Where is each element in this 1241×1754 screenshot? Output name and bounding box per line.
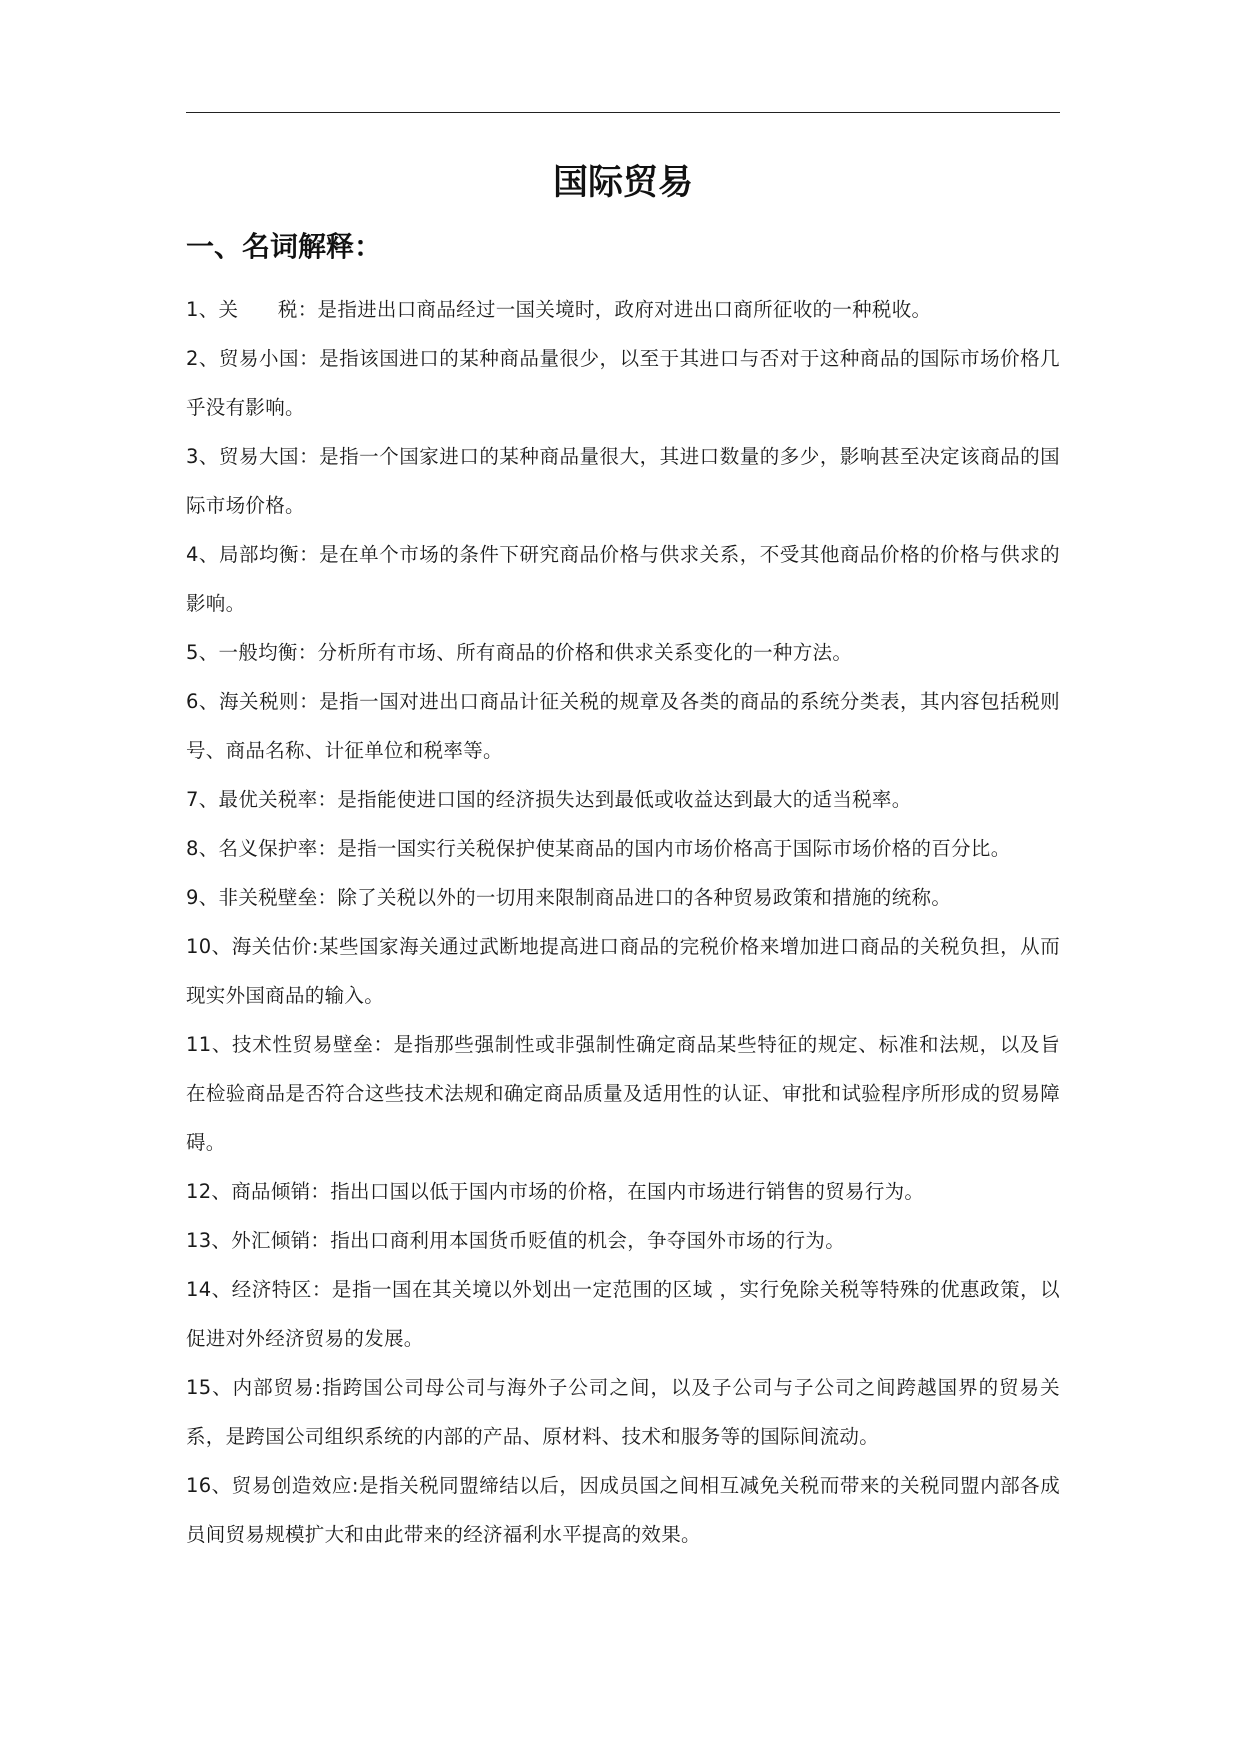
entry-number: 10、 [186, 935, 232, 958]
entry-term: 商品倾销： [231, 1180, 331, 1203]
definition-entry [186, 922, 1060, 1020]
entry-term: 名义保护率： [218, 837, 338, 860]
definition-entry [186, 432, 1060, 530]
entry-term: 贸易创造效应: [231, 1474, 359, 1497]
entry-term: 关 税： [218, 298, 318, 321]
definition-entry [186, 1167, 1060, 1216]
entry-definition: 是指关税同盟缔结以后，因成员国之间相互减免关税而带来的关税同盟内部各成员间贸易规模扩大和由此带来的经济福利水平提高的效果。 [186, 1474, 1060, 1546]
entry-term: 海关估价: [231, 935, 319, 958]
entry-definition: 是指该国进口的某种商品量很少，以至于其进口与否对于这种商品的国际市场价格几乎没有影响。 [186, 347, 1060, 419]
entry-term: 技术性贸易壁垒： [232, 1033, 394, 1056]
entry-number: 14、 [186, 1278, 232, 1301]
definition-entry [186, 824, 1060, 873]
entry-term: 一般均衡： [218, 641, 318, 664]
entry-term: 非关税壁垒： [218, 886, 338, 909]
entry-number: 3、 [186, 445, 219, 468]
entry-definition: 指出口商利用本国货币贬值的机会，争夺国外市场的行为。 [330, 1229, 846, 1252]
entry-number: 6、 [186, 690, 219, 713]
entry-number: 8、 [186, 837, 219, 860]
entry-definition: 指出口国以低于国内市场的价格，在国内市场进行销售的贸易行为。 [330, 1180, 925, 1203]
entry-term: 外汇倾销： [231, 1229, 331, 1252]
definition-entry [186, 530, 1060, 628]
entry-number: 16、 [186, 1474, 232, 1497]
entry-number: 13、 [186, 1229, 232, 1252]
definition-entry [186, 873, 1060, 922]
definition-entry [186, 775, 1060, 824]
header-rule [186, 112, 1060, 113]
entry-number: 12、 [186, 1180, 232, 1203]
entry-definition: 是指一国对进出口商品计征关税的规章及各类的商品的系统分类表，其内容包括税则号、商品名称、计征单位和税率等。 [186, 690, 1060, 762]
entry-term: 最优关税率： [218, 788, 338, 811]
definition-entry [186, 1020, 1060, 1167]
definition-list [186, 285, 1060, 1559]
definition-entry [186, 677, 1060, 775]
entry-term: 贸易小国： [218, 347, 320, 370]
definition-entry [186, 285, 1060, 334]
entry-number: 2、 [186, 347, 219, 370]
entry-definition: 除了关税以外的一切用来限制商品进口的各种贸易政策和措施的统称。 [337, 886, 952, 909]
definition-entry [186, 628, 1060, 677]
definition-entry [186, 334, 1060, 432]
entry-number: 15、 [186, 1376, 233, 1399]
entry-definition: 是指进出口商品经过一国关境时，政府对进出口商所征收的一种税收。 [317, 298, 932, 321]
entry-definition: 是指那些强制性或非强制性确定商品某些特征的规定、标准和法规，以及旨在检验商品是否符合这些技术法规和确定商品质量及适用性的认证、审批和试验程序所形成的贸易障碍。 [186, 1033, 1061, 1154]
entry-definition: 是指一个国家进口的某种商品量很大，其进口数量的多少，影响甚至决定该商品的国际市场价格。 [186, 445, 1060, 517]
section-heading: 一、名词解释： [186, 230, 383, 263]
definition-entry [186, 1216, 1060, 1265]
entry-number: 1、 [186, 298, 219, 321]
entry-number: 7、 [186, 788, 219, 811]
entry-term: 贸易大国： [218, 445, 320, 468]
entry-definition: 是指能使进口国的经济损失达到最低或收益达到最大的适当税率。 [337, 788, 912, 811]
entry-term: 局部均衡： [218, 543, 320, 566]
entry-number: 4、 [186, 543, 219, 566]
entry-definition: 是指一国实行关税保护使某商品的国内市场价格高于国际市场价格的百分比。 [337, 837, 1011, 860]
definition-entry [186, 1265, 1060, 1363]
entry-definition: 分析所有市场、所有商品的价格和供求关系变化的一种方法。 [317, 641, 853, 664]
entry-definition: 某些国家海关通过武断地提高进口商品的完税价格来增加进口商品的关税负担，从而现实外国商品的输入。 [186, 935, 1060, 1007]
entry-definition: 是指一国在其关境以外划出一定范围的区域 ，实行免除关税等特殊的优惠政策，以促进对外经济贸易的发展。 [186, 1278, 1060, 1350]
definition-entry [186, 1363, 1060, 1461]
entry-definition: 是在单个市场的条件下研究商品价格与供求关系，不受其他商品价格的价格与供求的影响。 [186, 543, 1060, 615]
entry-term: 内部贸易: [232, 1376, 322, 1399]
document-title: 国际贸易 [552, 163, 693, 203]
definition-entry [186, 1461, 1060, 1559]
entry-number: 11、 [186, 1033, 233, 1056]
entry-definition: 指跨国公司母公司与海外子公司之间，以及子公司与子公司之间跨越国界的贸易关系，是跨国公司组织系统的内部的产品、原材料、技术和服务等的国际间流动。 [186, 1376, 1060, 1448]
entry-term: 海关税则： [218, 690, 320, 713]
entry-term: 经济特区： [231, 1278, 332, 1301]
entry-number: 5、 [186, 641, 219, 664]
entry-number: 9、 [186, 886, 219, 909]
